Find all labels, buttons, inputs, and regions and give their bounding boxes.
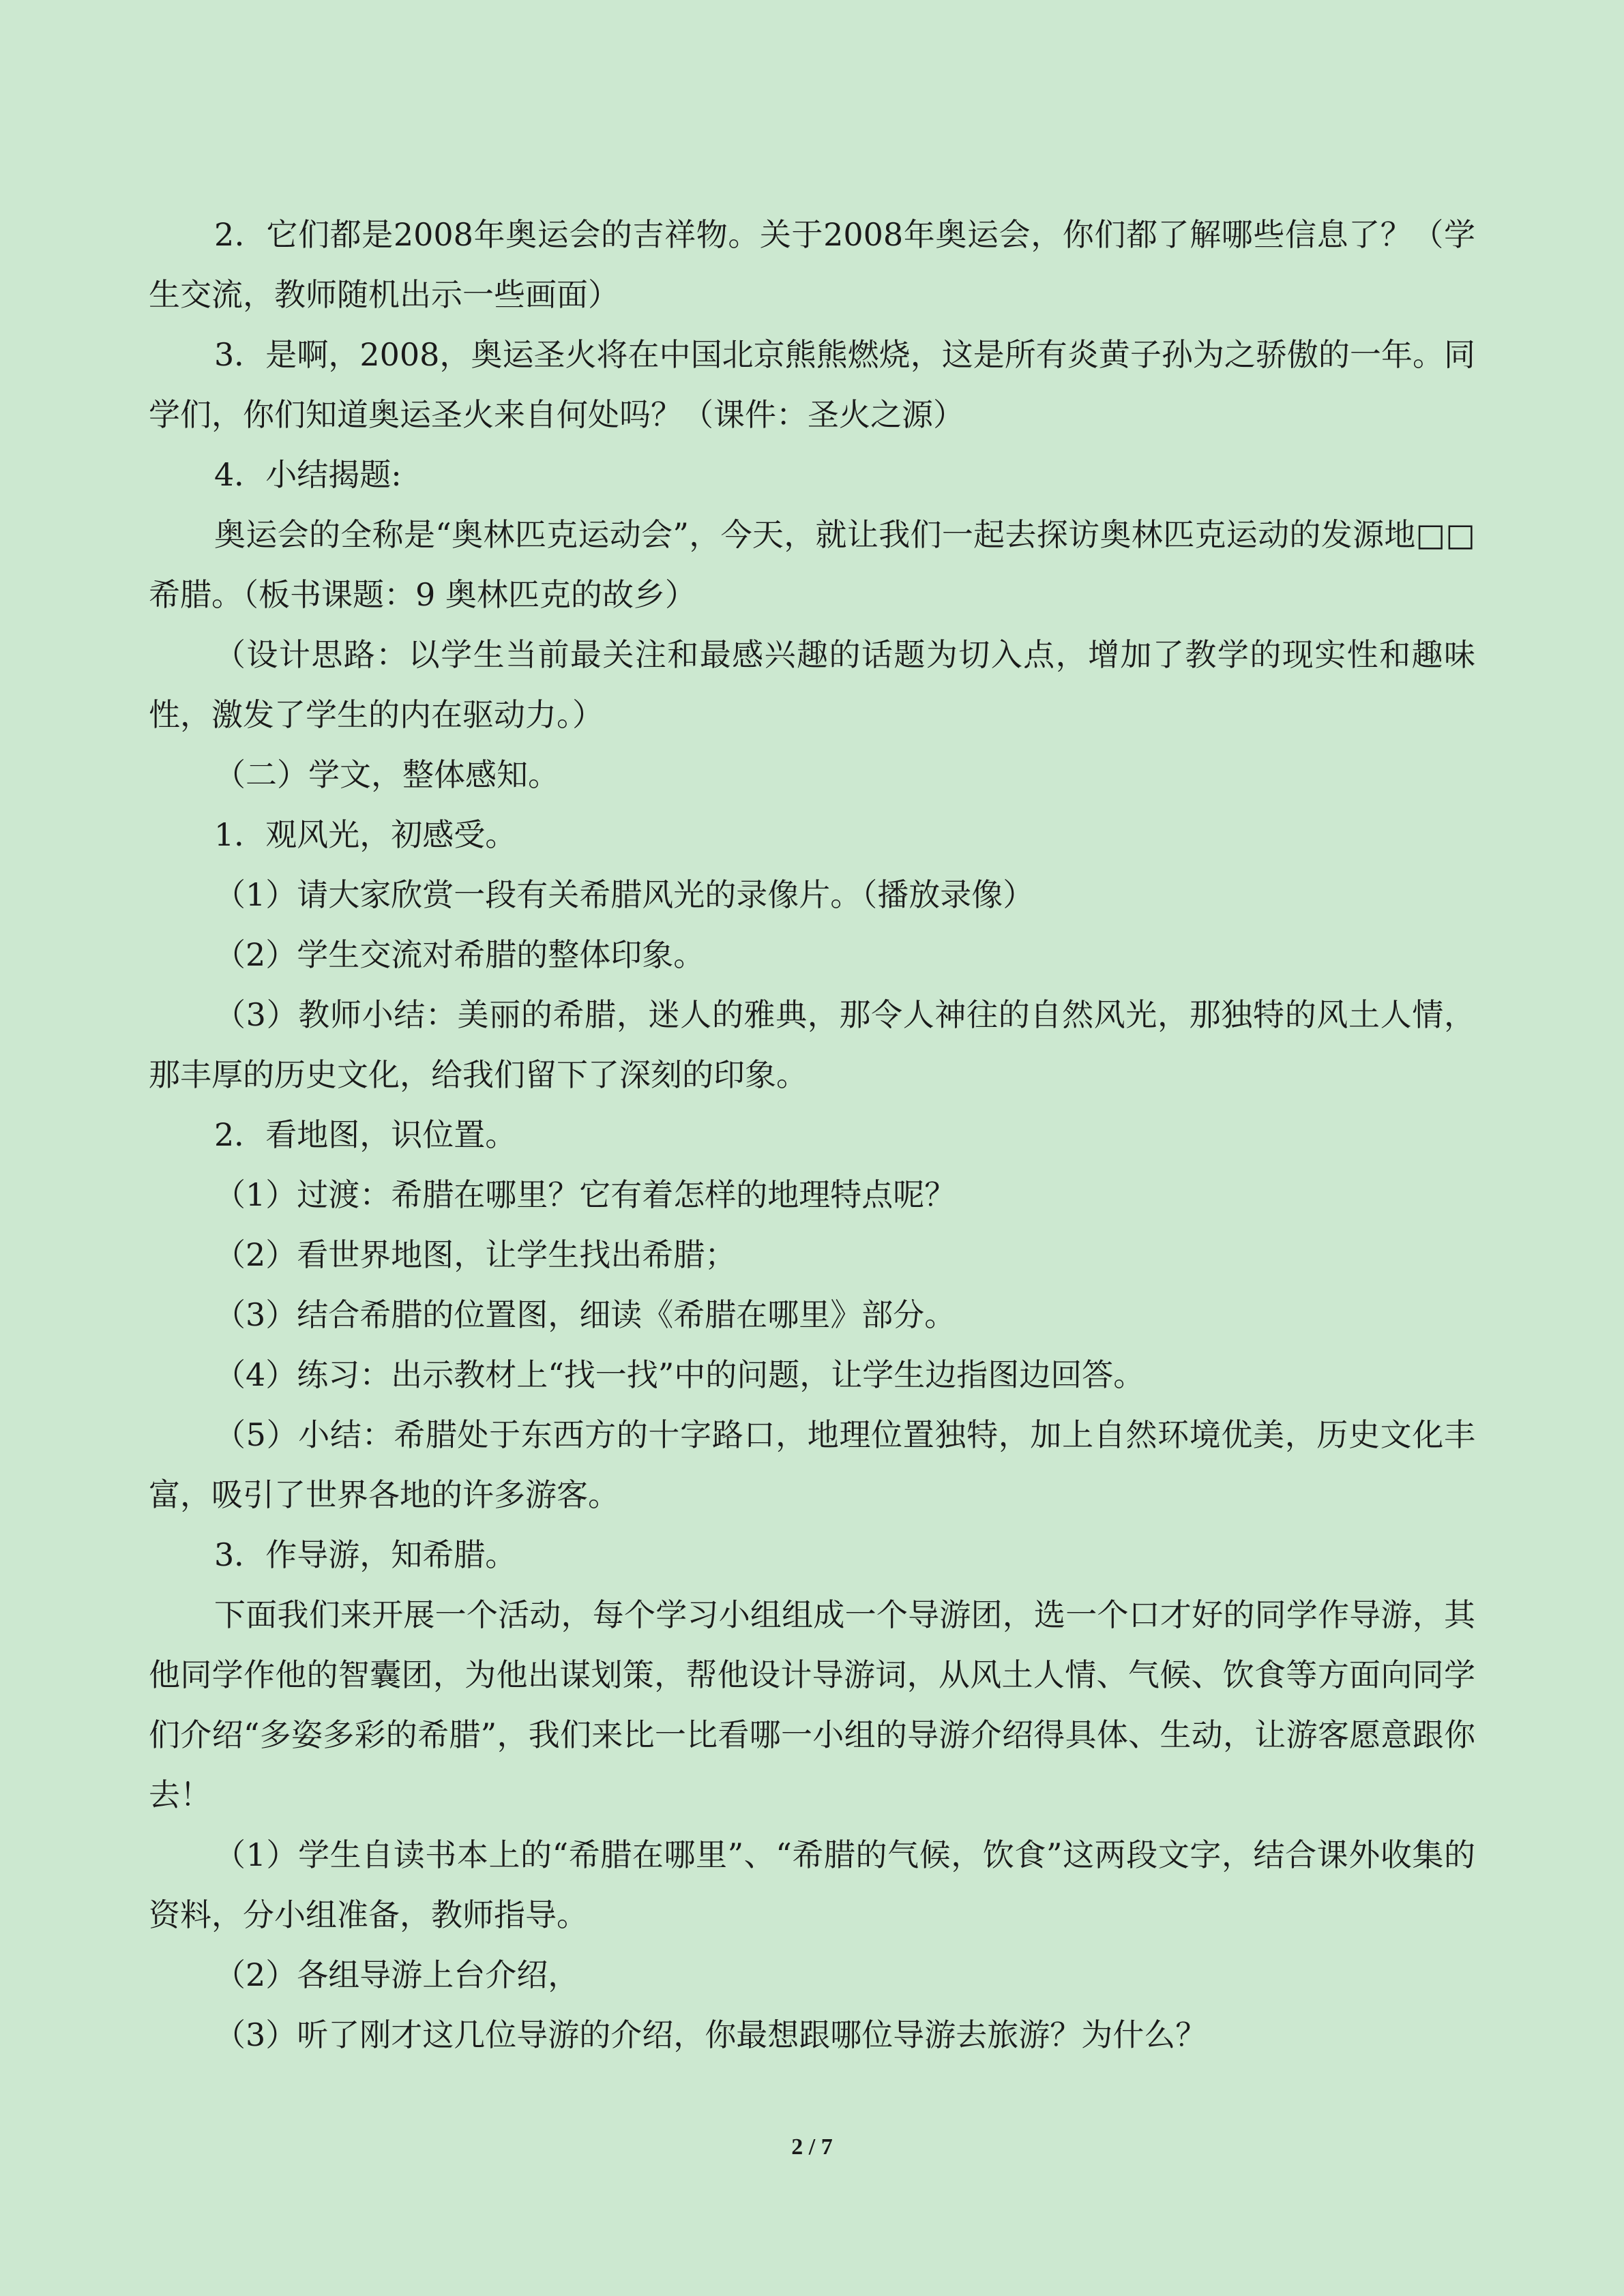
paragraph: 2．它们都是2008年奥运会的吉祥物。关于2008年奥运会，你们都了解哪些信息了？（学生交流，教师随机出示一些画面）	[149, 216, 1475, 313]
paragraph: 4．小结揭题:	[214, 456, 402, 493]
paragraph: 下面我们来开展一个活动，每个学习小组组成一个导游团，选一个口才好的同学作导游，其他同学作他的智囊团，为他出谋划策，帮他设计导游词，从风土人情、气候、饮食等方面向同学们介绍“多姿多彩的希腊”，我们来比一比看哪一小组的导游介绍得具体、生动，让游客愿意跟你去！	[149, 1596, 1475, 1813]
paragraph: （2）学生交流对希腊的整体印象。	[214, 936, 705, 973]
page-number: 2 / 7	[791, 2134, 833, 2160]
paragraph: （2）各组导游上台介绍，	[214, 1956, 580, 1993]
paragraph: （4）练习：出示教材上“找一找”中的问题，让学生边指图边回答。	[214, 1356, 1145, 1393]
paragraph: 奥运会的全称是“奥林匹克运动会”，今天，就让我们一起去探访奥林匹克运动的发源地□□希腊。（板书课题：9 奥林匹克的故乡）	[149, 516, 1475, 613]
paragraph: 2．看地图，识位置。	[214, 1116, 517, 1153]
paragraph: （1）请大家欣赏一段有关希腊风光的录像片。（播放录像）	[214, 876, 1035, 913]
section-heading: （二）学文，整体感知。	[214, 756, 559, 793]
paragraph: （3）听了刚才这几位导游的介绍，你最想跟哪位导游去旅游？为什么？	[214, 2016, 1207, 2053]
paragraph: （2）看世界地图，让学生找出希腊；	[214, 1236, 737, 1273]
paragraph: （1）学生自读书本上的“希腊在哪里”、“希腊的气候，饮食”这两段文字，结合课外收集的资料，分小组准备，教师指导。	[149, 1836, 1475, 1933]
paragraph: （1）过渡：希腊在哪里？它有着怎样的地理特点呢？	[214, 1176, 956, 1213]
paragraph: （5）小结：希腊处于东西方的十字路口，地理位置独特，加上自然环境优美，历史文化丰富，吸引了世界各地的许多游客。	[149, 1416, 1475, 1513]
paragraph: （3）结合希腊的位置图，细读《希腊在哪里》部分。	[214, 1296, 956, 1333]
document-body	[149, 205, 1475, 2065]
paragraph: 3．是啊，2008，奥运圣火将在中国北京熊熊燃烧，这是所有炎黄子孙为之骄傲的一年。同学们，你们知道奥运圣火来自何处吗？（课件：圣火之源）	[149, 336, 1475, 433]
paragraph: （3）教师小结：美丽的希腊，迷人的雅典，那令人神往的自然风光，那独特的风土人情，那丰厚的历史文化，给我们留下了深刻的印象。	[149, 996, 1475, 1093]
paragraph: （设计思路：以学生当前最关注和最感兴趣的话题为切入点，增加了教学的现实性和趣味性，激发了学生的内在驱动力。）	[149, 636, 1475, 733]
paragraph: 1．观风光，初感受。	[214, 816, 517, 853]
paragraph: 3．作导游，知希腊。	[214, 1536, 517, 1573]
